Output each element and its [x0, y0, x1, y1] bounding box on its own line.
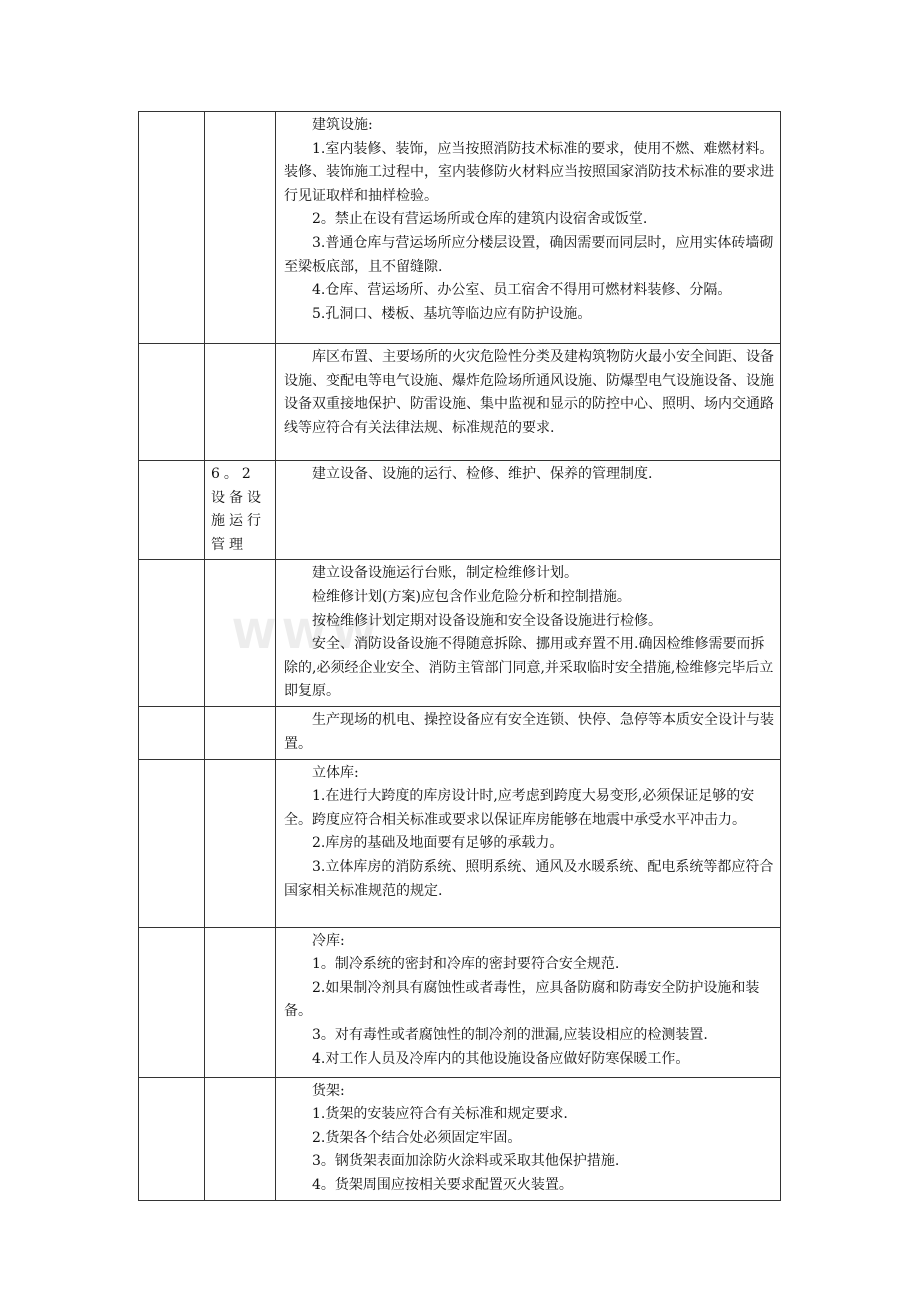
- requirement-cell: [276, 112, 781, 344]
- requirement-paragraph: 1。制冷系统的密封和冷库的密封要符合安全规范.: [312, 956, 620, 973]
- requirement-cell: [276, 344, 781, 461]
- requirement-cell: [276, 1077, 781, 1200]
- requirement-paragraph: 库区布置、主要场所的火灾危险性分类及建构筑物防火最小安全间距、设备设施、变配电等电气设施、爆炸危险场所通风设施、防爆型电气设施设备、设施设备双重接地保护、防雷设施、集中监视和显示的防控中心、照明、场内交通路线等应符合有关法律法规、标准规范的要求.: [284, 349, 774, 436]
- requirement-paragraph: 货架:: [312, 1082, 345, 1099]
- table-row: [139, 927, 781, 1077]
- requirement-cell: [276, 707, 781, 759]
- requirement-paragraph: 建筑设施:: [312, 117, 373, 133]
- row-number-cell: [139, 112, 205, 344]
- requirement-paragraph: 2.货架各个结合处必须固定牢固。: [312, 1129, 522, 1146]
- row-number-cell: [139, 927, 205, 1077]
- row-number-cell: [139, 1077, 205, 1200]
- requirement-paragraph: 4。货架周围应按相关要求配置灭火装置。: [312, 1176, 573, 1193]
- requirement-paragraph: 建立设备设施运行台账，制定检维修计划。: [312, 565, 578, 582]
- row-number-cell: [139, 560, 205, 707]
- section-cell: [205, 927, 276, 1077]
- requirement-paragraph: 检维修计划(方案)应包含作业危险分析和控制措施。: [312, 588, 631, 605]
- requirement-cell: [276, 927, 781, 1077]
- requirement-paragraph: 冷库:: [312, 932, 345, 949]
- row-number-cell: [139, 344, 205, 461]
- table-row: [139, 759, 781, 927]
- requirement-paragraph: 4.仓库、营运场所、办公室、员工宿舍不得用可燃材料装修、分隔。: [312, 282, 732, 299]
- requirement-paragraph: 3。对有毒性或者腐蚀性的制冷剂的泄漏,应装设相应的检测装置.: [312, 1026, 708, 1043]
- requirement-cell: [276, 461, 781, 560]
- requirement-paragraph: 3.立体库房的消防系统、照明系统、通风及水暖系统、配电系统等都应符合国家相关标准规范的规定.: [284, 858, 774, 899]
- requirement-paragraph: 生产现场的机电、操控设备应有安全连锁、快停、急停等本质安全设计与装置。: [284, 712, 774, 752]
- table-row: [139, 112, 781, 344]
- requirement-paragraph: 1.室内装修、装饰，应当按照消防技术标准的要求，使用不燃、难燃材料。装修、装饰施工过程中，室内装修防火材料应当按照国家消防技术标准的要求进行见证取样和抽样检验。: [284, 140, 774, 204]
- section-cell: 6。2设备设施运行管理: [205, 461, 276, 560]
- requirement-paragraph: 1.在进行大跨度的库房设计时,应考虑到跨度大易变形,必须保证足够的安全。跨度应符合相关标准或要求以保证库房能够在地震中承受水平冲击力。: [284, 788, 755, 828]
- requirement-paragraph: 3。钢货架表面加涂防火涂料或采取其他保护措施.: [312, 1153, 620, 1170]
- requirement-paragraph: 1.货架的安装应符合有关标准和规定要求.: [312, 1106, 568, 1123]
- section-cell: [205, 112, 276, 344]
- section-cell: [205, 344, 276, 461]
- table-row: [139, 344, 781, 461]
- row-number-cell: [139, 461, 205, 560]
- requirement-paragraph: 2.库房的基础及地面要有足够的承载力。: [312, 835, 564, 852]
- section-cell: [205, 707, 276, 759]
- row-number-cell: [139, 759, 205, 927]
- section-cell: [205, 759, 276, 927]
- watermark-text: WWW: [232, 612, 383, 658]
- requirement-paragraph: 5.孔洞口、楼板、基坑等临边应有防护设施。: [312, 305, 592, 322]
- requirement-paragraph: 2.如果制冷剂具有腐蚀性或者毒性，应具备防腐和防毒安全防护设施和装备。: [284, 979, 760, 1020]
- requirement-paragraph: 建立设备、设施的运行、检修、维护、保养的管理制度.: [312, 466, 653, 482]
- row-number-cell: [139, 707, 205, 759]
- table-row: [139, 1077, 781, 1200]
- requirement-paragraph: 安全、消防设备设施不得随意拆除、挪用或弃置不用.确因检维修需要而拆除的,必须经企业安全、消防主管部门同意,并采取临时安全措施,检维修完毕后立即复原。: [284, 636, 774, 700]
- requirement-cell: [276, 759, 781, 927]
- table-row: [139, 461, 781, 560]
- requirement-paragraph: 按检维修计划定期对设备设施和安全设备设施进行检修。: [312, 612, 662, 629]
- requirement-paragraph: 2。禁止在设有营运场所或仓库的建筑内设宿舍或饭堂.: [312, 211, 648, 228]
- requirement-paragraph: 4.对工作人员及冷库内的其他设施设备应做好防寒保暖工作。: [312, 1050, 690, 1067]
- section-cell: [205, 1077, 276, 1200]
- requirement-paragraph: 3.普通仓库与营运场所应分楼层设置，确因需要而同层时，应用实体砖墙砌至梁板底部，且不留缝隙.: [284, 234, 774, 275]
- table-row: [139, 707, 781, 759]
- requirement-paragraph: 立体库:: [312, 764, 359, 781]
